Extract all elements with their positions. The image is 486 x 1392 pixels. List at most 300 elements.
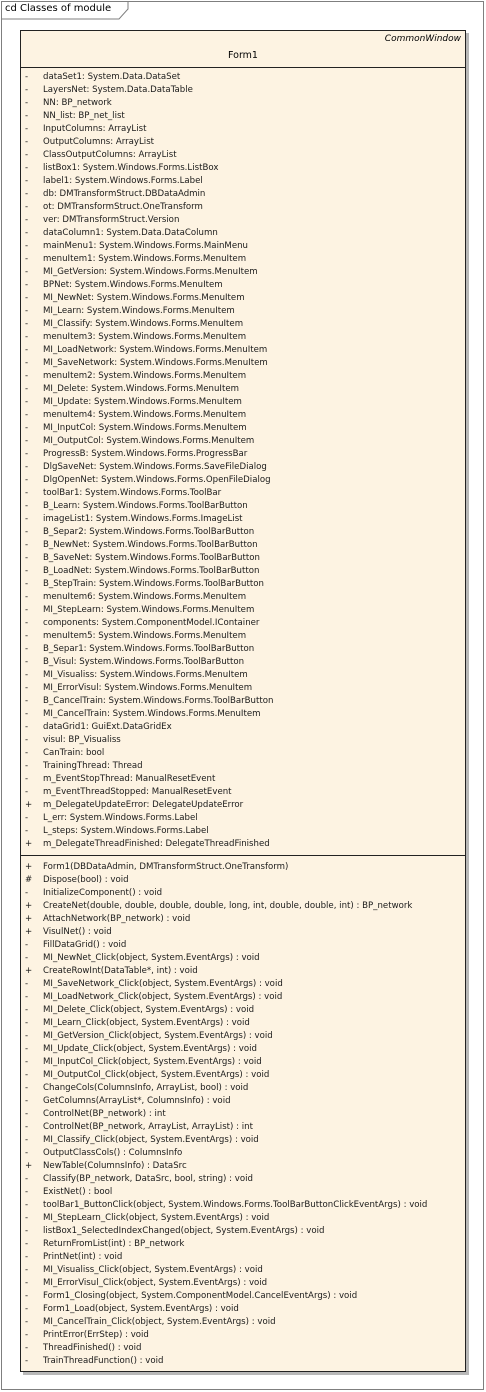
attribute-row-signature: MI_ErrorVisul: System.Windows.Forms.MenuItem	[43, 683, 253, 693]
attribute-row	[21, 500, 465, 513]
operation-row-signature: toolBar1_ButtonClick(object, System.Windows.Forms.ToolBarButtonClickEventArgs) : void	[43, 1200, 428, 1210]
visibility-marker: -	[25, 953, 29, 963]
visibility-marker: -	[25, 709, 29, 719]
attribute-row-signature: m_DelegateThreadFinished: DelegateThreadFinished	[43, 839, 270, 849]
visibility-marker: #	[25, 875, 33, 885]
operation-row	[21, 874, 465, 887]
attribute-row-signature: B_NewNet: System.Windows.Forms.ToolBarButton	[43, 540, 258, 550]
operation-row-signature: CreateNet(double, double, double, double, long, int, double, double, int) : BP_network	[43, 901, 413, 911]
attribute-row	[21, 201, 465, 214]
visibility-marker: -	[25, 371, 29, 381]
attribute-row-signature: dataGrid1: GuiExt.DataGridEx	[43, 722, 172, 732]
operation-row	[21, 913, 465, 926]
attribute-row-signature: MI_GetVersion: System.Windows.Forms.MenuItem	[43, 267, 258, 277]
attribute-row-signature: ClassOutputColumns: ArrayList	[43, 150, 177, 160]
operation-row	[21, 1212, 465, 1225]
operation-row-signature: GetColumns(ArrayList*, ColumnsInfo) : void	[43, 1096, 231, 1106]
attribute-row	[21, 448, 465, 461]
attribute-row	[21, 331, 465, 344]
visibility-marker: -	[25, 553, 29, 563]
visibility-marker: -	[25, 501, 29, 511]
attribute-row	[21, 266, 465, 279]
attribute-row	[21, 97, 465, 110]
visibility-marker: -	[25, 1018, 29, 1028]
attribute-row	[21, 604, 465, 617]
operation-row-signature: ReturnFromList(int) : BP_network	[43, 1239, 185, 1249]
attribute-row-signature: MI_LoadNetwork: System.Windows.Forms.MenuItem	[43, 345, 268, 355]
attribute-row	[21, 487, 465, 500]
attribute-row-signature: db: DMTransformStruct.DBDataAdmin	[43, 189, 206, 199]
operation-row	[21, 1069, 465, 1082]
operation-row	[21, 1056, 465, 1069]
attribute-row-signature: ProgressB: System.Windows.Forms.ProgressBar	[43, 449, 248, 459]
attribute-row-signature: OutputColumns: ArrayList	[43, 137, 155, 147]
visibility-marker: +	[25, 1161, 33, 1171]
visibility-marker: -	[25, 358, 29, 368]
visibility-marker: +	[25, 839, 33, 849]
visibility-marker: -	[25, 124, 29, 134]
attribute-row	[21, 396, 465, 409]
attribute-row	[21, 552, 465, 565]
attribute-row-signature: menuItem1: System.Windows.Forms.MenuItem	[43, 254, 247, 264]
operation-row-signature: ControlNet(BP_network) : int	[43, 1109, 166, 1119]
attribute-row-signature: m_EventStopThread: ManualResetEvent	[43, 774, 216, 784]
attribute-row	[21, 513, 465, 526]
attribute-row	[21, 175, 465, 188]
visibility-marker: -	[25, 254, 29, 264]
operation-row	[21, 1329, 465, 1342]
operation-row	[21, 1238, 465, 1251]
attribute-row-signature: B_Visul: System.Windows.Forms.ToolBarButton	[43, 657, 245, 667]
visibility-marker: +	[25, 901, 33, 911]
visibility-marker: -	[25, 163, 29, 173]
visibility-marker: -	[25, 1356, 29, 1366]
operation-row	[21, 1264, 465, 1277]
attribute-row	[21, 409, 465, 422]
visibility-marker: -	[25, 1174, 29, 1184]
visibility-marker: -	[25, 410, 29, 420]
attribute-row	[21, 539, 465, 552]
visibility-marker: -	[25, 397, 29, 407]
attribute-row	[21, 240, 465, 253]
attribute-row-signature: ver: DMTransformStruct.Version	[43, 215, 180, 225]
operation-row	[21, 900, 465, 913]
visibility-marker: -	[25, 1252, 29, 1262]
operation-row	[21, 1173, 465, 1186]
visibility-marker: -	[25, 826, 29, 836]
class-header	[21, 31, 465, 68]
attribute-row	[21, 643, 465, 656]
attribute-row	[21, 136, 465, 149]
visibility-marker: -	[25, 85, 29, 95]
attribute-row	[21, 383, 465, 396]
visibility-marker: -	[25, 696, 29, 706]
operation-row	[21, 926, 465, 939]
operation-row	[21, 1290, 465, 1303]
class-name: Form1	[228, 50, 258, 61]
operation-row-signature: ControlNet(BP_network, ArrayList, ArrayList) : int	[43, 1122, 253, 1132]
visibility-marker: -	[25, 189, 29, 199]
visibility-marker: -	[25, 1239, 29, 1249]
operation-row	[21, 1030, 465, 1043]
attribute-row	[21, 305, 465, 318]
class-stereotype: CommonWindow	[384, 34, 461, 44]
visibility-marker: -	[25, 605, 29, 615]
attribute-row	[21, 526, 465, 539]
attribute-row	[21, 370, 465, 383]
visibility-marker: -	[25, 306, 29, 316]
operation-row-signature: Form1_Load(object, System.EventArgs) : void	[43, 1304, 239, 1314]
attribute-row-signature: dataSet1: System.Data.DataSet	[43, 72, 181, 82]
operation-row	[21, 1225, 465, 1238]
operation-row-signature: MI_OutputCol_Click(object, System.EventArgs) : void	[43, 1070, 270, 1080]
visibility-marker: -	[25, 280, 29, 290]
operation-row-signature: InitializeComponent() : void	[43, 888, 163, 898]
visibility-marker: -	[25, 618, 29, 628]
operation-row	[21, 1251, 465, 1264]
operation-row-signature: MI_CancelTrain_Click(object, System.EventArgs) : void	[43, 1317, 276, 1327]
operation-row-signature: MI_Learn_Click(object, System.EventArgs) : void	[43, 1018, 250, 1028]
operation-row-signature: MI_Visualiss_Click(object, System.EventArgs) : void	[43, 1265, 263, 1275]
attribute-row-signature: m_EventThreadStopped: ManualResetEvent	[43, 787, 232, 797]
visibility-marker: -	[25, 735, 29, 745]
operation-row-signature: Form1_Closing(object, System.ComponentModel.CancelEventArgs) : void	[43, 1291, 358, 1301]
operation-row	[21, 1121, 465, 1134]
attribute-row	[21, 786, 465, 799]
visibility-marker: -	[25, 540, 29, 550]
attribute-row	[21, 682, 465, 695]
operation-row-signature: ChangeCols(ColumnsInfo, ArrayList, bool) : void	[43, 1083, 249, 1093]
visibility-marker: +	[25, 966, 33, 976]
attribute-row	[21, 422, 465, 435]
visibility-marker: -	[25, 1096, 29, 1106]
attribute-row-signature: MI_Visualiss: System.Windows.Forms.MenuItem	[43, 670, 248, 680]
attribute-row-signature: MI_SaveNetwork: System.Windows.Forms.MenuItem	[43, 358, 268, 368]
attribute-row-signature: MI_StepLearn: System.Windows.Forms.MenuItem	[43, 605, 255, 615]
attribute-row	[21, 695, 465, 708]
attribute-row	[21, 279, 465, 292]
attribute-row-signature: DlgSaveNet: System.Windows.Forms.SaveFileDialog	[43, 462, 267, 472]
operation-row	[21, 965, 465, 978]
attribute-row-signature: B_StepTrain: System.Windows.Forms.ToolBarButton	[43, 579, 264, 589]
operation-row-signature: MI_StepLearn_Click(object, System.EventArgs) : void	[43, 1213, 270, 1223]
visibility-marker: -	[25, 748, 29, 758]
attribute-row	[21, 292, 465, 305]
attribute-row-signature: MI_Learn: System.Windows.Forms.MenuItem	[43, 306, 235, 316]
operation-row	[21, 1316, 465, 1329]
operation-row-signature: Classify(BP_network, DataSrc, bool, string) : void	[43, 1174, 253, 1184]
visibility-marker: -	[25, 384, 29, 394]
attribute-row	[21, 461, 465, 474]
operation-row	[21, 1043, 465, 1056]
attribute-row-signature: B_Separ2: System.Windows.Forms.ToolBarButton	[43, 527, 255, 537]
attribute-row-signature: B_Separ1: System.Windows.Forms.ToolBarButton	[43, 644, 255, 654]
attribute-row-signature: B_SaveNet: System.Windows.Forms.ToolBarButton	[43, 553, 260, 563]
operation-row-signature: PrintError(ErrStep) : void	[43, 1330, 149, 1340]
attribute-row-signature: menuItem5: System.Windows.Forms.MenuItem	[43, 631, 247, 641]
attribute-row	[21, 344, 465, 357]
attribute-row-signature: listBox1: System.Windows.Forms.ListBox	[43, 163, 219, 173]
visibility-marker: -	[25, 111, 29, 121]
visibility-marker: -	[25, 979, 29, 989]
visibility-marker: -	[25, 293, 29, 303]
operation-row	[21, 1303, 465, 1316]
operation-row	[21, 1134, 465, 1147]
attribute-row-signature: label1: System.Windows.Forms.Label	[43, 176, 203, 186]
visibility-marker: -	[25, 761, 29, 771]
visibility-marker: -	[25, 592, 29, 602]
attribute-row	[21, 162, 465, 175]
visibility-marker: -	[25, 1122, 29, 1132]
visibility-marker: -	[25, 1187, 29, 1197]
operation-row-signature: ExistNet() : bool	[43, 1187, 113, 1197]
visibility-marker: -	[25, 1044, 29, 1054]
attribute-row	[21, 760, 465, 773]
visibility-marker: -	[25, 566, 29, 576]
visibility-marker: +	[25, 927, 33, 937]
frame-label: cd Classes of module	[5, 3, 112, 14]
visibility-marker: -	[25, 267, 29, 277]
operation-row	[21, 1004, 465, 1017]
attribute-row	[21, 773, 465, 786]
attribute-row	[21, 149, 465, 162]
visibility-marker: -	[25, 1031, 29, 1041]
operation-row-signature: MI_ErrorVisul_Click(object, System.EventArgs) : void	[43, 1278, 268, 1288]
visibility-marker: -	[25, 1109, 29, 1119]
attribute-row-signature: TrainingThread: Thread	[43, 761, 143, 771]
attribute-row-signature: menuItem3: System.Windows.Forms.MenuItem	[43, 332, 247, 342]
visibility-marker: -	[25, 657, 29, 667]
visibility-marker: +	[25, 800, 33, 810]
operations-compartment	[21, 856, 465, 1368]
operation-row-signature: TrainThreadFunction() : void	[43, 1356, 164, 1366]
visibility-marker: -	[25, 1343, 29, 1353]
operation-row-signature: Form1(DBDataAdmin, DMTransformStruct.OneTransform)	[43, 862, 289, 872]
attribute-row-signature: NN: BP_network	[43, 98, 112, 108]
attribute-row-signature: components: System.ComponentModel.IContainer	[43, 618, 260, 628]
attribute-row	[21, 799, 465, 812]
attribute-row-signature: BPNet: System.Windows.Forms.MenuItem	[43, 280, 223, 290]
attribute-row-signature: LayersNet: System.Data.DataTable	[43, 85, 193, 95]
visibility-marker: -	[25, 72, 29, 82]
operation-row	[21, 1017, 465, 1030]
operation-row-signature: OutputClassCols() : ColumnsInfo	[43, 1148, 183, 1158]
operation-row-signature: MI_InputCol_Click(object, System.EventArgs) : void	[43, 1057, 262, 1067]
attribute-row	[21, 669, 465, 682]
visibility-marker: -	[25, 1070, 29, 1080]
attribute-row	[21, 747, 465, 760]
attribute-row-signature: ot: DMTransformStruct.OneTransform	[43, 202, 203, 212]
operation-row	[21, 1095, 465, 1108]
operation-row-signature: MI_LoadNetwork_Click(object, System.EventArgs) : void	[43, 992, 283, 1002]
visibility-marker: -	[25, 514, 29, 524]
attribute-row-signature: menuItem2: System.Windows.Forms.MenuItem	[43, 371, 247, 381]
visibility-marker: -	[25, 345, 29, 355]
operation-row-signature: FillDataGrid() : void	[43, 940, 127, 950]
attribute-row-signature: MI_CancelTrain: System.Windows.Forms.MenuItem	[43, 709, 261, 719]
visibility-marker: -	[25, 1304, 29, 1314]
visibility-marker: -	[25, 319, 29, 329]
attribute-row-signature: B_LoadNet: System.Windows.Forms.ToolBarButton	[43, 566, 260, 576]
visibility-marker: -	[25, 1226, 29, 1236]
operation-row-signature: MI_Update_Click(object, System.EventArgs) : void	[43, 1044, 257, 1054]
visibility-marker: -	[25, 150, 29, 160]
operation-row-signature: MI_Delete_Click(object, System.EventArgs) : void	[43, 1005, 255, 1015]
visibility-marker: -	[25, 992, 29, 1002]
visibility-marker: -	[25, 1213, 29, 1223]
visibility-marker: -	[25, 215, 29, 225]
operation-row	[21, 1082, 465, 1095]
operation-row	[21, 939, 465, 952]
attribute-row-signature: NN_list: BP_net_list	[43, 111, 125, 121]
attribute-row-signature: B_Learn: System.Windows.Forms.ToolBarButton	[43, 501, 248, 511]
visibility-marker: -	[25, 1200, 29, 1210]
attribute-row	[21, 656, 465, 669]
attribute-row-signature: menuItem6: System.Windows.Forms.MenuItem	[43, 592, 247, 602]
attribute-row-signature: mainMenu1: System.Windows.Forms.MainMenu	[43, 241, 248, 251]
operation-row	[21, 887, 465, 900]
operation-row-signature: VisulNet() : void	[43, 927, 112, 937]
frame-label-tab	[1, 1, 129, 19]
attribute-row-signature: L_steps: System.Windows.Forms.Label	[43, 826, 209, 836]
attribute-row	[21, 565, 465, 578]
visibility-marker: -	[25, 579, 29, 589]
visibility-marker: -	[25, 449, 29, 459]
attribute-row-signature: toolBar1: System.Windows.Forms.ToolBar	[43, 488, 222, 498]
attribute-row-signature: B_CancelTrain: System.Windows.Forms.ToolBarButton	[43, 696, 274, 706]
attribute-row	[21, 214, 465, 227]
attribute-row	[21, 435, 465, 448]
visibility-marker: -	[25, 888, 29, 898]
visibility-marker: -	[25, 940, 29, 950]
visibility-marker: -	[25, 332, 29, 342]
operation-row-signature: CreateRowInt(DataTable*, int) : void	[43, 966, 198, 976]
operation-row	[21, 1186, 465, 1199]
attribute-row-signature: visul: BP_Visualiss	[43, 735, 121, 745]
attribute-row	[21, 188, 465, 201]
attribute-row	[21, 84, 465, 97]
visibility-marker: -	[25, 241, 29, 251]
visibility-marker: -	[25, 1278, 29, 1288]
attribute-row-signature: MI_InputCol: System.Windows.Forms.MenuItem	[43, 423, 247, 433]
visibility-marker: -	[25, 202, 29, 212]
operation-row	[21, 1160, 465, 1173]
visibility-marker: -	[25, 1005, 29, 1015]
attribute-row	[21, 357, 465, 370]
attribute-row-signature: CanTrain: bool	[43, 748, 105, 758]
visibility-marker: -	[25, 423, 29, 433]
attribute-row	[21, 253, 465, 266]
operation-row-signature: listBox1_SelectedIndexChanged(object, System.EventArgs) : void	[43, 1226, 325, 1236]
operation-row-signature: MI_GetVersion_Click(object, System.EventArgs) : void	[43, 1031, 273, 1041]
attributes-compartment	[21, 68, 465, 856]
attribute-row	[21, 812, 465, 825]
visibility-marker: -	[25, 670, 29, 680]
visibility-marker: -	[25, 1265, 29, 1275]
operation-row	[21, 1108, 465, 1121]
visibility-marker: -	[25, 722, 29, 732]
attribute-row	[21, 734, 465, 747]
visibility-marker: -	[25, 1330, 29, 1340]
operation-row-signature: MI_Classify_Click(object, System.EventArgs) : void	[43, 1135, 259, 1145]
attribute-row-signature: m_DelegateUpdateError: DelegateUpdateError	[43, 800, 244, 810]
visibility-marker: -	[25, 462, 29, 472]
visibility-marker: -	[25, 488, 29, 498]
attribute-row-signature: MI_NewNet: System.Windows.Forms.MenuItem	[43, 293, 245, 303]
operation-row-signature: ThreadFinished() : void	[43, 1343, 142, 1353]
operation-row-signature: PrintNet(int) : void	[43, 1252, 123, 1262]
attribute-row-signature: MI_OutputCol: System.Windows.Forms.MenuItem	[43, 436, 255, 446]
visibility-marker: -	[25, 644, 29, 654]
attribute-row-signature: menuItem4: System.Windows.Forms.MenuItem	[43, 410, 247, 420]
attribute-row	[21, 227, 465, 240]
attribute-row	[21, 110, 465, 123]
attribute-row	[21, 474, 465, 487]
visibility-marker: -	[25, 1148, 29, 1158]
operation-row-signature: MI_NewNet_Click(object, System.EventArgs) : void	[43, 953, 260, 963]
attribute-row-signature: dataColumn1: System.Data.DataColumn	[43, 228, 218, 238]
operation-row	[21, 952, 465, 965]
operation-row	[21, 991, 465, 1004]
visibility-marker: -	[25, 1291, 29, 1301]
attribute-row	[21, 617, 465, 630]
visibility-marker: -	[25, 631, 29, 641]
operation-row	[21, 1199, 465, 1212]
attribute-row-signature: InputColumns: ArrayList	[43, 124, 147, 134]
attribute-row	[21, 591, 465, 604]
visibility-marker: -	[25, 1317, 29, 1327]
operation-row-signature: AttachNetwork(BP_network) : void	[43, 914, 191, 924]
attribute-row	[21, 578, 465, 591]
visibility-marker: -	[25, 475, 29, 485]
visibility-marker: -	[25, 774, 29, 784]
attribute-row-signature: MI_Delete: System.Windows.Forms.MenuItem	[43, 384, 239, 394]
visibility-marker: -	[25, 436, 29, 446]
visibility-marker: -	[25, 137, 29, 147]
attribute-row	[21, 123, 465, 136]
visibility-marker: -	[25, 787, 29, 797]
operation-row	[21, 1147, 465, 1160]
visibility-marker: -	[25, 1135, 29, 1145]
attribute-row	[21, 825, 465, 838]
attribute-row	[21, 630, 465, 643]
visibility-marker: -	[25, 683, 29, 693]
attribute-row-signature: MI_Classify: System.Windows.Forms.MenuItem	[43, 319, 244, 329]
attribute-row	[21, 708, 465, 721]
class-form1[interactable]	[20, 30, 466, 1372]
visibility-marker: -	[25, 98, 29, 108]
operation-row	[21, 1277, 465, 1290]
visibility-marker: -	[25, 228, 29, 238]
visibility-marker: -	[25, 1083, 29, 1093]
attribute-row-signature: imageList1: System.Windows.Forms.ImageList	[43, 514, 243, 524]
operation-row-signature: Dispose(bool) : void	[43, 875, 129, 885]
operation-row	[21, 978, 465, 991]
visibility-marker: +	[25, 862, 33, 872]
operation-row-signature: NewTable(ColumnsInfo) : DataSrc	[43, 1161, 187, 1171]
visibility-marker: -	[25, 1057, 29, 1067]
attribute-row	[21, 721, 465, 734]
operation-row	[21, 1355, 465, 1368]
attribute-row	[21, 71, 465, 84]
attribute-row-signature: DlgOpenNet: System.Windows.Forms.OpenFileDialog	[43, 475, 271, 485]
attribute-row-signature: L_err: System.Windows.Forms.Label	[43, 813, 198, 823]
operation-row	[21, 1342, 465, 1355]
visibility-marker: -	[25, 176, 29, 186]
attribute-row	[21, 318, 465, 331]
operation-row	[21, 861, 465, 874]
attribute-row-signature: MI_Update: System.Windows.Forms.MenuItem	[43, 397, 242, 407]
